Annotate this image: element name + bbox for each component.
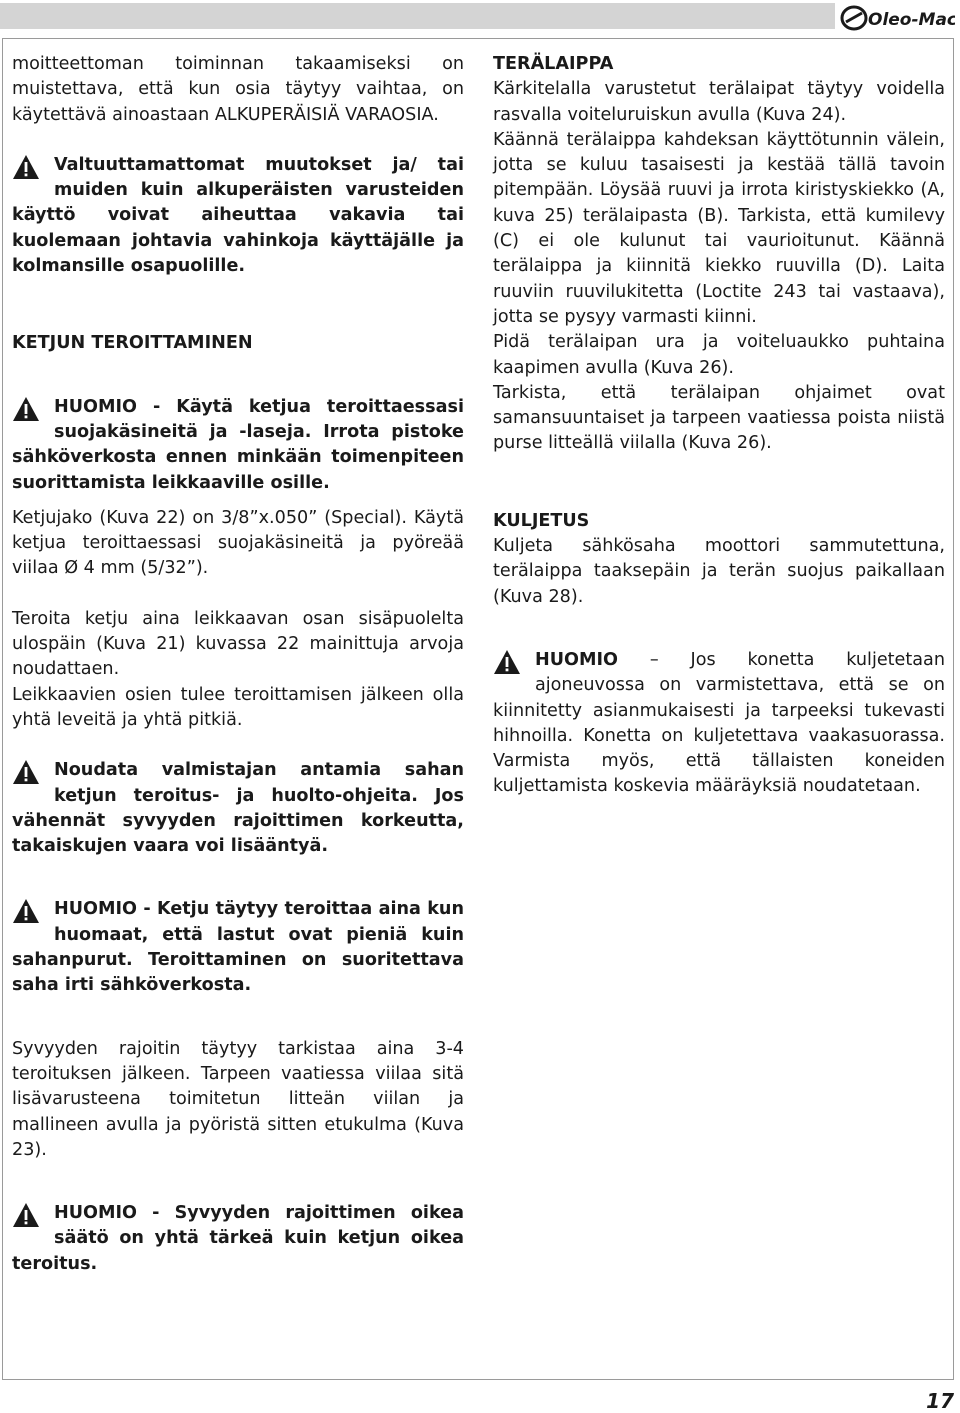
guide-bar-lubrication-paragraph: Kärkitelalla varustetut terälaipat täytyy voidella rasvalla voiteluruiskun avulla (Kuva 24).	[493, 79, 945, 125]
intro-paragraph: moitteettoman toiminnan takaamiseksi on muistettava, että kun osia täytyy vaihtaa, on käytettävä ainoastaan ALKUPERÄISIÄ VARAOSIA.	[12, 54, 464, 125]
section-heading-transport: KULJETUS	[493, 510, 590, 531]
guide-bar-turning-paragraph: Käännä terälaippa kahdeksan käyttötunnin välein, jotta se kuluu tasaisesti ja kestää tällä tavoin pitempään. Löysää ruuvi ja irrota kiristyskiekko (A, kuva 25) terälaipasta (B). Tarkista, että kumilevy (C) ei ole kulunut tai vaurioitunut. Käännä terälaippa ja kiinnitä kiekko ruuvilla (D). Laita ruuviin ruuvilukitetta (Loctite 243 tai vastaava), jotta se pysyy varmasti kiinni.	[493, 129, 945, 327]
warning-block-transport	[493, 648, 945, 800]
warning-block-sharpen-often	[12, 897, 464, 998]
warning-icon	[12, 1202, 40, 1228]
warning-manufacturer-text: Noudata valmistajan antamia sahan ketjun teroitus- ja huolto-ohjeita. Jos vähennät syvyyden rajoittimen korkeutta, takaiskujen vaara voi lisääntyä.	[12, 760, 464, 857]
warning-block-manufacturer	[12, 758, 464, 859]
transport-paragraph: Kuljeta sähkösaha moottori sammutettuna, terälaippa taaksepäin ja terän suojus paikallaan (Kuva 28).	[493, 536, 945, 607]
left-column	[12, 52, 464, 1277]
warning-depth-gauge-text: HUOMIO - Syvyyden rajoittimen oikea säätö on yhtä tärkeä kuin ketjun oikea teroitus.	[12, 1203, 464, 1274]
depth-gauge-paragraph: Syvyyden rajoitin täytyy tarkistaa aina 3-4 teroituksen jälkeen. Tarpeen vaatiessa viilaa sitä lisävarusteena toimitetun litteän viilan ja mallineen avulla ja pyöristä sitten etukulma (Kuva 23).	[12, 1038, 464, 1160]
header-bar	[0, 3, 835, 29]
warning-block-depth-gauge	[12, 1201, 464, 1277]
guide-bar-rails-paragraph: Tarkista, että terälaipan ohjaimet ovat samansuuntaiset ja tarpeen vaatiessa poista niistä purse litteällä viilalla (Kuva 26).	[493, 382, 945, 454]
warning-transport-body: – Jos konetta kuljetetaan ajoneuvossa on varmistettava, että se on kiinnitetty asianmukaisesti ja tarpeeksi tukevasti hihnoilla. Konetta on kuljetettava vaakasuorassa. Varmista myös, että tällaisten koneiden kuljettamista koskevia määräyksiä noudatetaan.	[493, 649, 945, 797]
warning-modifications-text: Valtuuttamattomat muutokset ja/ tai muiden kuin alkuperäisten varusteiden käyttö voivat aiheuttaa vakavia tai kuolemaan johtavia vahinkoja käyttäjälle ja kolmansille osapuolille.	[12, 154, 464, 277]
warning-gloves-text: HUOMIO - Käytä ketjua teroittaessasi suojakäsineitä ja -laseja. Irrota pistoke sähköverkosta ennen minkään toimenpiteen suorittamista leikkaaville osille.	[12, 396, 464, 493]
sharpen-direction-paragraph: Teroita ketju aina leikkaavan osan sisäpuolelta ulospäin (Kuva 21) kuvassa 22 mainittuja arvoja noudattaen.	[12, 608, 464, 680]
warning-block-modifications	[12, 153, 464, 279]
guide-bar-cleaning-paragraph: Pidä terälaipan ura ja voiteluaukko puhtaina kaapimen avulla (Kuva 26).	[493, 332, 945, 378]
cutter-length-paragraph: Leikkaavien osien tulee teroittamisen jälkeen olla yhtä leveitä ja yhtä pitkiä.	[12, 684, 464, 730]
page-number: 17	[926, 1389, 954, 1413]
warning-sharpen-often-text: HUOMIO - Ketju täytyy teroittaa aina kun huomaat, että lastut ovat pieniä kuin sahanpurut. Teroittaminen on suoritettava saha irti sähköverkosta.	[12, 899, 464, 996]
warning-block-gloves	[12, 395, 464, 496]
section-heading-chain-sharpening: KETJUN TEROITTAMINEN	[12, 333, 253, 354]
warning-icon	[12, 898, 40, 924]
section-heading-guide-bar: TERÄLAIPPA	[493, 54, 614, 74]
warning-icon	[12, 154, 40, 180]
chain-pitch-paragraph: Ketjujako (Kuva 22) on 3/8”x.050” (Special). Käytä ketjua teroittaessasi suojakäsineitä ja pyöreää viilaa Ø 4 mm (5/32”).	[12, 507, 464, 579]
warning-icon	[12, 759, 40, 785]
oleo-mac-logo-icon	[840, 4, 955, 32]
brand-text: Oleo-Mac	[868, 10, 955, 30]
warning-transport-lead: HUOMIO	[535, 649, 618, 670]
warning-icon	[493, 649, 521, 675]
right-column	[493, 52, 945, 800]
warning-transport-text	[493, 648, 945, 800]
warning-icon	[12, 396, 40, 422]
brand-logo	[840, 4, 955, 32]
